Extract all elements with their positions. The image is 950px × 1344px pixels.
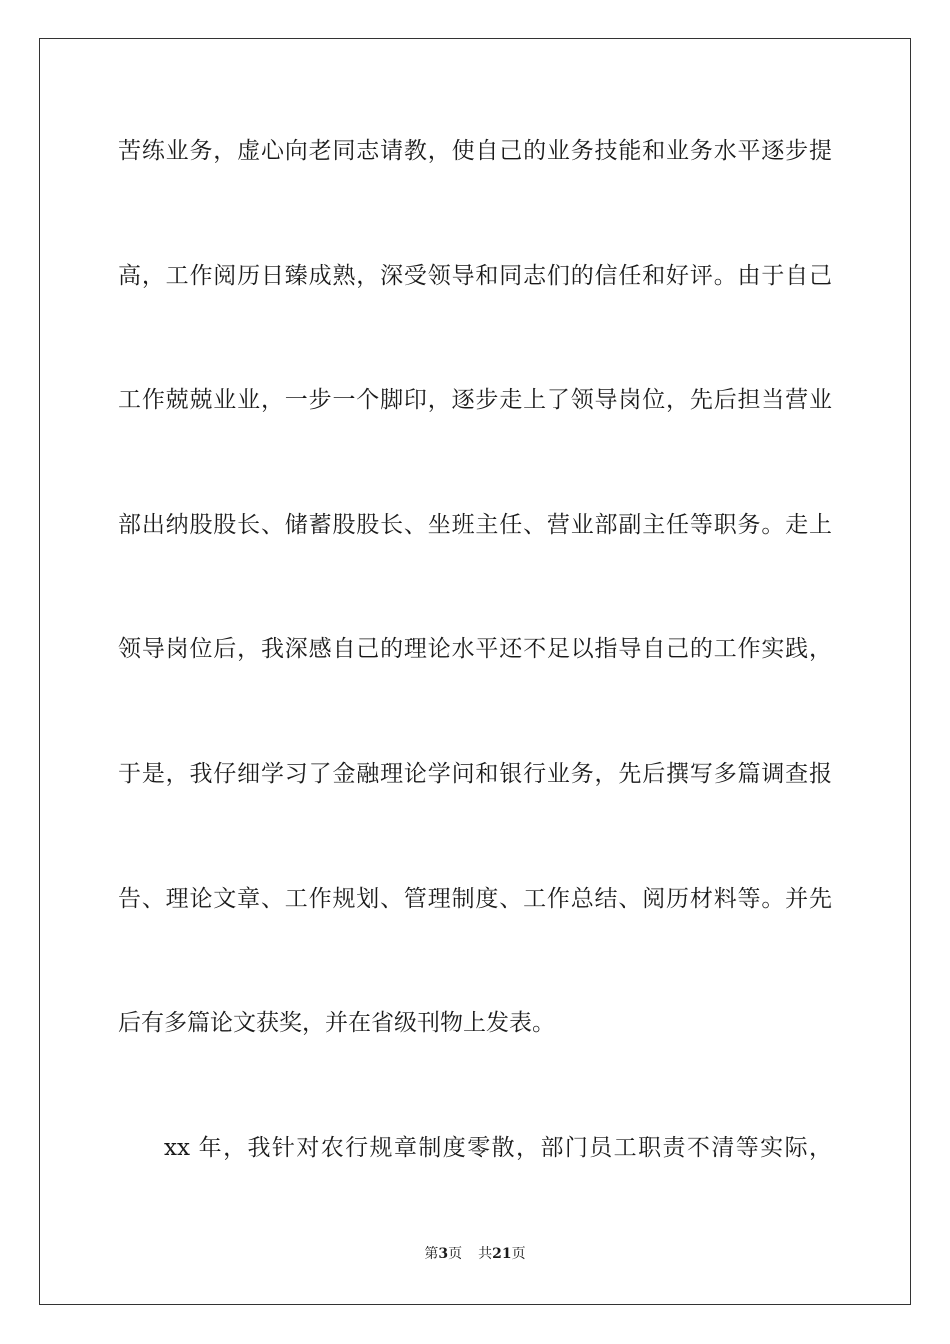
text-line: 领导岗位后，我深感自己的理论水平还不足以指导自己的工作实践， [118, 636, 832, 662]
page-number: 3 [438, 1246, 449, 1262]
text-line: 高，工作阅历日臻成熟，深受领导和同志们的信任和好评。由于自己 [118, 263, 832, 289]
text-line: 告、理论文章、工作规划、管理制度、工作总结、阅历材料等。并先 [118, 886, 832, 912]
total-label-suffix: 页 [511, 1246, 526, 1262]
text-line: 于是，我仔细学习了金融理论学问和银行业务，先后撰写多篇调查报 [118, 761, 832, 787]
total-label-prefix: 共 [478, 1246, 493, 1262]
page-border [39, 38, 911, 1305]
page-footer [0, 1244, 950, 1264]
page-label-suffix: 页 [448, 1246, 463, 1262]
text-line: 工作兢兢业业，一步一个脚印，逐步走上了领导岗位，先后担当营业 [118, 387, 832, 413]
page-label-prefix: 第 [424, 1246, 439, 1262]
total-pages: 21 [492, 1246, 512, 1262]
paragraph-start-line: xx 年，我针对农行规章制度零散，部门员工职责不清等实际， [164, 1135, 832, 1161]
text-line: 后有多篇论文获奖，并在省级刊物上发表。 [118, 1010, 555, 1036]
text-line: 部出纳股股长、储蓄股股长、坐班主任、营业部副主任等职务。走上 [118, 512, 832, 538]
text-line: 苦练业务，虚心向老同志请教，使自己的业务技能和业务水平逐步提 [118, 138, 832, 164]
